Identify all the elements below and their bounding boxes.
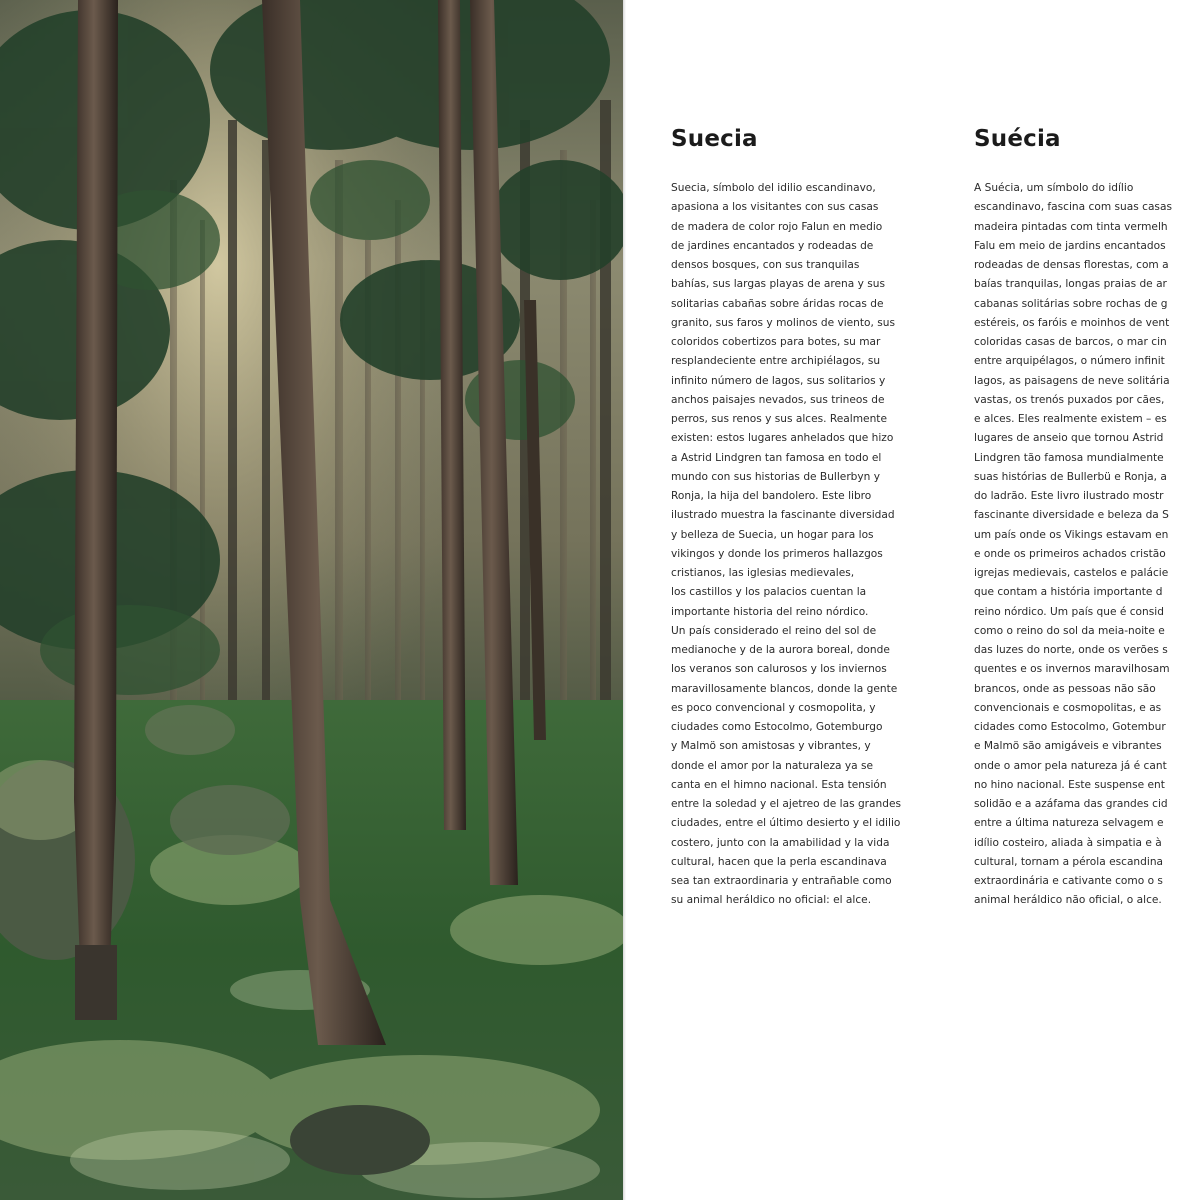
- spanish-body-line: ilustrado muestra la fascinante diversidad: [671, 509, 895, 522]
- portuguese-body: [974, 179, 1200, 911]
- portuguese-body-line: A Suécia, um símbolo do idílio: [974, 182, 1134, 194]
- portuguese-body-line: vastas, os trenós puxados por cães,: [974, 393, 1165, 406]
- portuguese-body-line: madeira pintadas com tinta vermelh: [974, 220, 1168, 233]
- spanish-body-line: apasiona a los visitantes con sus casas: [671, 201, 879, 214]
- portuguese-body-line: no hino nacional. Este suspense ent: [974, 778, 1165, 791]
- spanish-body-line: bahías, sus largas playas de arena y sus: [671, 278, 885, 291]
- portuguese-body-line: entre a última natureza selvagem e: [974, 817, 1164, 830]
- spanish-body-line: es poco convencional y cosmopolita, y: [671, 701, 876, 714]
- portuguese-body-line: onde o amor pela natureza já é cant: [974, 759, 1167, 772]
- portuguese-body-line: igrejas medievais, castelos e palácie: [974, 567, 1169, 579]
- spanish-body-line: infinito número de lagos, sus solitarios y: [671, 374, 886, 387]
- spanish-title: Suecia: [671, 126, 758, 152]
- portuguese-body-line: suas histórias de Bullerbü e Ronja, a: [974, 470, 1167, 483]
- portuguese-body-line: e alces. Eles realmente existem – es: [974, 413, 1167, 425]
- spanish-body-line: entre la soledad y el ajetreo de las grandes: [671, 798, 902, 810]
- portuguese-body-line: cultural, tornam a pérola escandina: [974, 855, 1164, 868]
- portuguese-body-line: animal heráldico não oficial, o alce.: [974, 894, 1162, 907]
- portuguese-body-line: das luzes do norte, onde os verões s: [974, 644, 1168, 656]
- spanish-body-line: su animal heráldico no oficial: el alce.: [671, 894, 872, 907]
- portuguese-body-line: fascinante diversidade e beleza da S: [974, 509, 1169, 522]
- portuguese-body-line: cidades como Estocolmo, Gotembur: [974, 721, 1166, 733]
- portuguese-body-line: que contam a história importante d: [974, 586, 1163, 599]
- spanish-body-line: Un país considerado el reino del sol de: [671, 624, 877, 637]
- spanish-body-line: de madera de color rojo Falun en medio: [671, 220, 883, 233]
- portuguese-column: [974, 126, 1200, 911]
- portuguese-body-line: coloridas casas de barcos, o mar cin: [974, 336, 1167, 348]
- spanish-body: [671, 179, 951, 911]
- portuguese-body-line: Falu em meio de jardins encantados: [974, 239, 1166, 252]
- portuguese-body-line: brancos, onde as pessoas não são: [974, 682, 1156, 695]
- spanish-body-line: existen: estos lugares anhelados que hizo: [671, 432, 894, 445]
- spanish-body-line: medianoche y de la aurora boreal, donde: [671, 644, 890, 656]
- portuguese-body-line: rodeadas de densas florestas, com a: [974, 259, 1169, 271]
- portuguese-body-line: baías tranquilas, longas praias de ar: [974, 278, 1167, 291]
- portuguese-title: Suécia: [974, 126, 1061, 152]
- spanish-body-line: perros, sus renos y sus alces. Realmente: [671, 413, 887, 425]
- portuguese-body-line: quentes e os invernos maravilhosam: [974, 663, 1170, 676]
- spanish-body-line: vikingos y donde los primeros hallazgos: [671, 547, 883, 560]
- spanish-body-line: Ronja, la hija del bandolero. Este libro: [671, 490, 872, 502]
- spanish-body-line: canta en el himno nacional. Esta tensión: [671, 778, 887, 791]
- spanish-body-line: costero, junto con la amabilidad y la vida: [671, 836, 890, 849]
- spanish-body-line: y belleza de Suecia, un hogar para los: [671, 528, 874, 541]
- spanish-body-line: ciudades, entre el último desierto y el idilio: [671, 817, 901, 830]
- spanish-body-line: cultural, hacen que la perla escandinava: [671, 855, 887, 868]
- spanish-body-line: coloridos cobertizos para botes, su mar: [671, 336, 881, 348]
- portuguese-body-line: do ladrão. Este livro ilustrado mostr: [974, 490, 1164, 502]
- spanish-body-line: maravillosamente blancos, donde la gente: [671, 682, 898, 695]
- portuguese-body-line: solidão e a azáfama das grandes cid: [974, 798, 1168, 810]
- text-page: [626, 0, 1200, 1200]
- spanish-column: [671, 126, 951, 911]
- spanish-body-line: cristianos, las iglesias medievales,: [671, 567, 855, 579]
- spanish-body-line: solitarias cabañas sobre áridas rocas de: [671, 297, 884, 310]
- portuguese-body-line: convencionais e cosmopolitas, e as: [974, 701, 1162, 714]
- portuguese-body-line: e onde os primeiros achados cristão: [974, 547, 1166, 560]
- portuguese-body-line: como o reino do sol da meia-noite e: [974, 624, 1165, 637]
- spanish-body-line: anchos paisajes nevados, sus trineos de: [671, 393, 885, 406]
- spanish-body-line: densos bosques, con sus tranquilas: [671, 259, 860, 271]
- portuguese-body-line: reino nórdico. Um país que é consid: [974, 605, 1164, 618]
- spanish-body-line: Suecia, símbolo del idilio escandinavo,: [671, 182, 876, 194]
- spanish-body-line: donde el amor por la naturaleza ya se: [671, 759, 874, 772]
- portuguese-body-line: lugares de anseio que tornou Astrid: [974, 432, 1164, 445]
- portuguese-body-line: extraordinária e cativante como o s: [974, 875, 1163, 887]
- portuguese-body-line: estéreis, os faróis e moinhos de vent: [974, 316, 1170, 329]
- spanish-body-line: los castillos y los palacios cuentan la: [671, 586, 867, 599]
- portuguese-body-line: lagos, as paisagens de neve solitária: [974, 374, 1170, 387]
- spanish-body-line: importante historia del reino nórdico.: [671, 605, 869, 618]
- spanish-body-line: resplandeciente entre archipiélagos, su: [671, 355, 881, 368]
- spanish-body-line: granito, sus faros y molinos de viento, sus: [671, 316, 896, 329]
- portuguese-body-line: escandinavo, fascina com suas casas: [974, 201, 1172, 214]
- portuguese-body-line: Lindgren tão famosa mundialmente: [974, 451, 1164, 464]
- spanish-body-line: a Astrid Lindgren tan famosa en todo el: [671, 451, 882, 464]
- portuguese-body-line: e Malmö são amigáveis e vibrantes: [974, 740, 1162, 753]
- portuguese-body-line: entre arquipélagos, o número infinit: [974, 355, 1165, 368]
- portuguese-body-line: um país onde os Vikings estavam en: [974, 528, 1169, 541]
- portuguese-body-line: cabanas solitárias sobre rochas de g: [974, 297, 1168, 310]
- spanish-body-line: sea tan extraordinaria y entrañable como: [671, 875, 892, 887]
- spanish-body-line: ciudades como Estocolmo, Gotemburgo: [671, 721, 883, 733]
- spanish-body-line: mundo con sus historias de Bullerbyn y: [671, 470, 881, 483]
- spanish-body-line: los veranos son calurosos y los inviernos: [671, 663, 887, 676]
- portuguese-body-line: idílio costeiro, aliada à simpatia e à: [974, 836, 1162, 849]
- spanish-body-line: de jardines encantados y rodeadas de: [671, 239, 874, 252]
- spanish-body-line: y Malmö son amistosas y vibrantes, y: [671, 740, 871, 753]
